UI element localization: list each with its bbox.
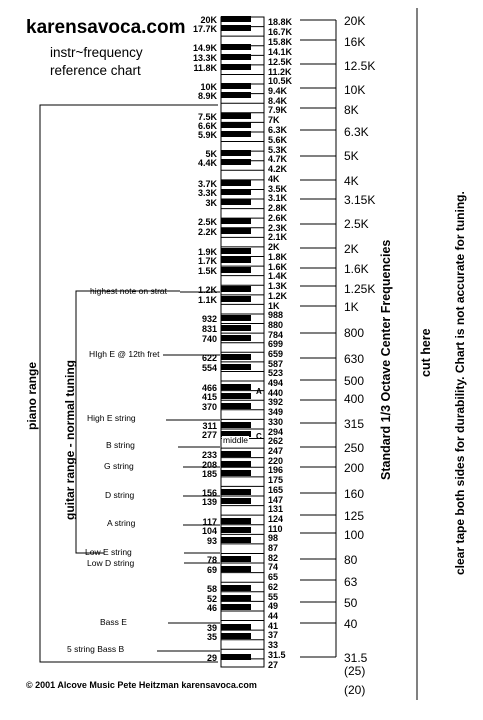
center-freq-label: 2K (344, 242, 359, 256)
black-key (221, 393, 251, 399)
left-freq-label: 3K (205, 198, 217, 208)
black-key (221, 325, 251, 331)
right-freq-label: 16.7K (268, 27, 293, 37)
right-freq-label: 4.7K (268, 154, 288, 164)
center-freq-label: 31.5 (344, 651, 368, 665)
left-freq-label: 8.9K (197, 91, 217, 101)
guitar-label-low_e: Low E string (85, 547, 132, 557)
right-freq-label: 7.9K (268, 105, 288, 115)
right-freq-label: 8.4K (268, 96, 288, 106)
left-freq-label: 311 (202, 421, 217, 431)
left-freq-label: 69 (206, 565, 217, 575)
center-freq-label: 125 (344, 509, 365, 523)
guitar-label-d: D string (105, 490, 135, 500)
guitar-label-low_d: Low D string (87, 558, 135, 568)
copyright: © 2001 Alcove Music Pete Heitzman karensavoca.com (26, 680, 257, 690)
left-freq-label: 622 (201, 353, 217, 363)
left-freq-label: 1.7K (197, 256, 217, 266)
standard-center-label: Standard 1/3 Octave Center Frequencies (379, 239, 393, 480)
right-freq-label: 988 (268, 310, 284, 320)
black-key (221, 451, 251, 457)
right-freq-label: 2K (268, 242, 280, 252)
guitar-label-b: B string (106, 440, 135, 450)
black-key (221, 44, 251, 50)
center-freq-label: 20K (344, 14, 366, 28)
black-key (221, 267, 251, 273)
left-freq-label: 156 (201, 488, 217, 498)
black-key (221, 470, 251, 476)
black-key (221, 159, 251, 165)
right-freq-label: 196 (268, 465, 284, 475)
left-freq-label: 7.5K (197, 112, 217, 122)
center-freq-label: 40 (344, 617, 358, 631)
left-freq-label: 10K (200, 82, 217, 92)
left-freq-label: 52 (206, 594, 217, 604)
key-marker-a: A (256, 387, 262, 396)
left-freq-label: 233 (201, 450, 217, 460)
center-freq-label: 1K (344, 300, 359, 314)
center-freq-label: 630 (344, 352, 365, 366)
black-key (221, 654, 251, 660)
cut-here-label: cut here (419, 328, 433, 377)
right-freq-label: 2.6K (268, 213, 288, 223)
right-freq-label: 330 (268, 417, 284, 427)
left-freq-label: 370 (201, 402, 217, 412)
black-key (221, 335, 251, 341)
black-key (221, 556, 251, 562)
left-freq-label: 831 (201, 324, 217, 334)
black-key (221, 83, 251, 89)
right-freq-label: 294 (268, 427, 284, 437)
tape-note-label: clear tape both sides for durability. Chart is not accurate for tuning. (453, 191, 467, 575)
guitar-label-highest_strat: highest note on strat (90, 286, 168, 296)
black-key (221, 315, 251, 321)
right-freq-label: 220 (268, 456, 284, 466)
right-freq-label: 14.1K (268, 47, 293, 57)
left-freq-label: 2.5K (197, 217, 217, 227)
right-freq-label: 98 (268, 533, 279, 543)
right-freq-label: 9.4K (268, 86, 288, 96)
black-key (221, 286, 251, 292)
center-freq-label: 6.3K (344, 125, 369, 139)
guitar-label-a: A string (107, 518, 136, 528)
black-key (221, 604, 251, 610)
right-freq-label: 12.5K (268, 57, 293, 67)
center-freq-label: 3.15K (344, 193, 376, 207)
center-freq-label: 50 (344, 596, 358, 610)
left-freq-label: 93 (206, 536, 217, 546)
black-key (221, 122, 251, 128)
right-freq-label: 15.8K (268, 37, 293, 47)
left-freq-label: 35 (206, 632, 217, 642)
left-freq-label: 3.7K (197, 179, 217, 189)
right-freq-label: 165 (268, 485, 284, 495)
center-freq-label: 500 (344, 374, 365, 388)
center-freq-label: 10K (344, 83, 366, 97)
chart-subtitle-line2: reference chart (50, 63, 141, 78)
right-freq-label: 4K (268, 174, 280, 184)
right-freq-label: 1.3K (268, 281, 288, 291)
right-freq-label: 175 (268, 475, 284, 485)
right-freq-label: 494 (268, 378, 284, 388)
left-freq-label: 117 (202, 517, 217, 527)
black-key (221, 189, 251, 195)
left-freq-label: 1.5K (197, 266, 217, 276)
black-key (221, 518, 251, 524)
key-marker-middle: middle (223, 435, 249, 445)
right-freq-label: 31.5 (268, 650, 286, 660)
black-key (221, 248, 251, 254)
right-freq-label: 7K (268, 115, 280, 125)
right-freq-label: 2.8K (268, 203, 288, 213)
black-key (221, 633, 251, 639)
right-freq-label: 37 (268, 630, 279, 640)
right-freq-label: 33 (268, 640, 279, 650)
site-title: karensavoca.com (26, 17, 186, 38)
right-freq-label: 82 (268, 553, 279, 563)
left-freq-label: 14.9K (192, 43, 217, 53)
black-key (221, 422, 251, 428)
right-freq-label: 147 (268, 495, 284, 505)
center-freq-label: 160 (344, 487, 365, 501)
center-freq-label: 5K (344, 149, 359, 163)
right-freq-label: 523 (268, 368, 284, 378)
center-freq-label: 80 (344, 553, 358, 567)
center-freq-label: 1.25K (344, 282, 376, 296)
left-freq-label: 13.3K (192, 53, 217, 63)
left-freq-label: 2.2K (197, 227, 217, 237)
left-freq-label: 932 (201, 314, 217, 324)
right-freq-label: 392 (268, 397, 284, 407)
right-freq-label: 1.4K (268, 271, 288, 281)
right-freq-label: 440 (268, 388, 284, 398)
left-freq-label: 17.7K (192, 24, 217, 34)
left-freq-label: 5.9K (197, 130, 217, 140)
right-freq-label: 3.5K (268, 184, 288, 194)
black-key (221, 527, 251, 533)
center-freq-label: 250 (344, 441, 365, 455)
black-key (221, 131, 251, 137)
guitar-label-g: G string (104, 461, 134, 471)
right-freq-label: 5.3K (268, 145, 288, 155)
right-freq-label: 55 (268, 592, 279, 602)
right-freq-label: 699 (268, 339, 284, 349)
right-freq-label: 131 (268, 504, 284, 514)
left-freq-label: 466 (201, 383, 217, 393)
black-key (221, 54, 251, 60)
guitar-range-label: guitar range - normal tuning (63, 359, 77, 520)
right-freq-label: 11.2K (268, 67, 292, 77)
key-marker-c: C (256, 432, 262, 441)
center-freq-label: 100 (344, 528, 365, 542)
black-key (221, 25, 251, 31)
center-frequency-ticks (300, 20, 336, 657)
left-freq-label: 1.9K (197, 247, 217, 257)
right-freq-label: 65 (268, 572, 279, 582)
left-freq-label: 415 (201, 392, 217, 402)
right-freq-label: 1.2K (268, 291, 288, 301)
center-freq-label: 12.5K (344, 59, 376, 73)
black-key (221, 461, 251, 467)
center-freq-label: 1.6K (344, 262, 369, 276)
black-key (221, 113, 251, 119)
left-freq-label: 139 (201, 497, 217, 507)
left-freq-label: 1.1K (197, 295, 217, 305)
black-key (221, 624, 251, 630)
right-freq-label: 784 (268, 330, 284, 340)
left-freq-label: 554 (201, 363, 217, 373)
center-freq-label: (25) (344, 664, 366, 678)
right-freq-label: 62 (268, 582, 279, 592)
black-key (221, 384, 251, 390)
center-freq-label: 8K (344, 103, 359, 117)
right-freq-label: 74 (268, 562, 279, 572)
left-freq-label: 208 (201, 460, 217, 470)
left-freq-label: 277 (201, 430, 217, 440)
right-freq-label: 2.1K (268, 232, 288, 242)
left-freq-label: 78 (206, 555, 217, 565)
right-freq-label: 6.3K (268, 125, 288, 135)
black-key (221, 296, 251, 302)
piano-range-label: piano range (25, 361, 39, 430)
left-freq-label: 104 (201, 526, 217, 536)
black-key (221, 498, 251, 504)
right-freq-label: 5.6K (268, 135, 288, 145)
black-key (221, 199, 251, 205)
black-key (221, 595, 251, 601)
center-freq-label: 4K (344, 174, 359, 188)
center-freq-label: 16K (344, 35, 366, 49)
left-freq-label: 20K (200, 15, 217, 25)
center-freq-label: (20) (344, 683, 366, 697)
center-freq-label: 400 (344, 392, 365, 406)
right-freq-label: 18.8K (268, 17, 293, 27)
right-freq-label: 44 (268, 611, 279, 621)
left-freq-label: 58 (206, 584, 217, 594)
black-key (221, 180, 251, 186)
black-key (221, 218, 251, 224)
chart-subtitle-line1: instr~frequency (50, 45, 143, 60)
black-key (221, 566, 251, 572)
right-freq-label: 4.2K (268, 164, 288, 174)
left-freq-label: 4.4K (197, 158, 217, 168)
guitar-label-high_e: High E string (87, 413, 136, 423)
black-key (221, 16, 251, 22)
right-freq-label: 1K (268, 301, 280, 311)
right-freq-label: 49 (268, 601, 279, 611)
black-key (221, 403, 251, 409)
center-freq-label: 200 (344, 461, 365, 475)
center-freq-label: 63 (344, 575, 358, 589)
left-freq-label: 185 (201, 469, 217, 479)
black-key (221, 354, 251, 360)
right-freq-label: 1.8K (268, 252, 288, 262)
left-freq-label: 1.2K (197, 285, 217, 295)
right-freq-label: 2.3K (268, 223, 288, 233)
right-freq-label: 124 (268, 514, 284, 524)
right-freq-label: 10.5K (268, 76, 293, 86)
guitar-label-bass_b: 5 string Bass B (67, 644, 125, 654)
black-key (221, 537, 251, 543)
right-freq-label: 247 (268, 446, 284, 456)
left-freq-label: 46 (206, 603, 217, 613)
right-freq-label: 349 (268, 407, 284, 417)
black-key (221, 150, 251, 156)
black-key (221, 257, 251, 263)
black-key (221, 92, 251, 98)
center-freq-label: 2.5K (344, 217, 369, 231)
center-freq-label: 315 (344, 417, 365, 431)
left-freq-label: 3.3K (197, 188, 217, 198)
right-freq-label: 87 (268, 543, 279, 553)
left-freq-label: 6.6K (197, 121, 217, 131)
right-freq-label: 1.6K (268, 262, 288, 272)
right-freq-label: 587 (268, 359, 284, 369)
black-key (221, 64, 251, 70)
guitar-label-high_e_12: HIgh E @ 12th fret (89, 349, 160, 359)
left-freq-label: 11.8K (193, 63, 217, 73)
left-freq-label: 740 (201, 334, 217, 344)
right-freq-label: 110 (268, 524, 283, 534)
center-freq-label: 800 (344, 326, 365, 340)
right-freq-label: 659 (268, 349, 284, 359)
guitar-label-bass_e: Bass E (100, 617, 127, 627)
right-freq-label: 880 (268, 320, 284, 330)
right-freq-label: 41 (268, 621, 279, 631)
right-freq-label: 27 (268, 660, 279, 670)
black-key (221, 228, 251, 234)
black-key (221, 585, 251, 591)
black-key (221, 489, 251, 495)
black-key (221, 364, 251, 370)
right-freq-label: 262 (268, 436, 284, 446)
left-freq-label: 5K (205, 149, 217, 159)
right-freq-label: 3.1K (268, 193, 288, 203)
left-freq-label: 29 (206, 653, 217, 663)
left-freq-label: 39 (206, 623, 217, 633)
